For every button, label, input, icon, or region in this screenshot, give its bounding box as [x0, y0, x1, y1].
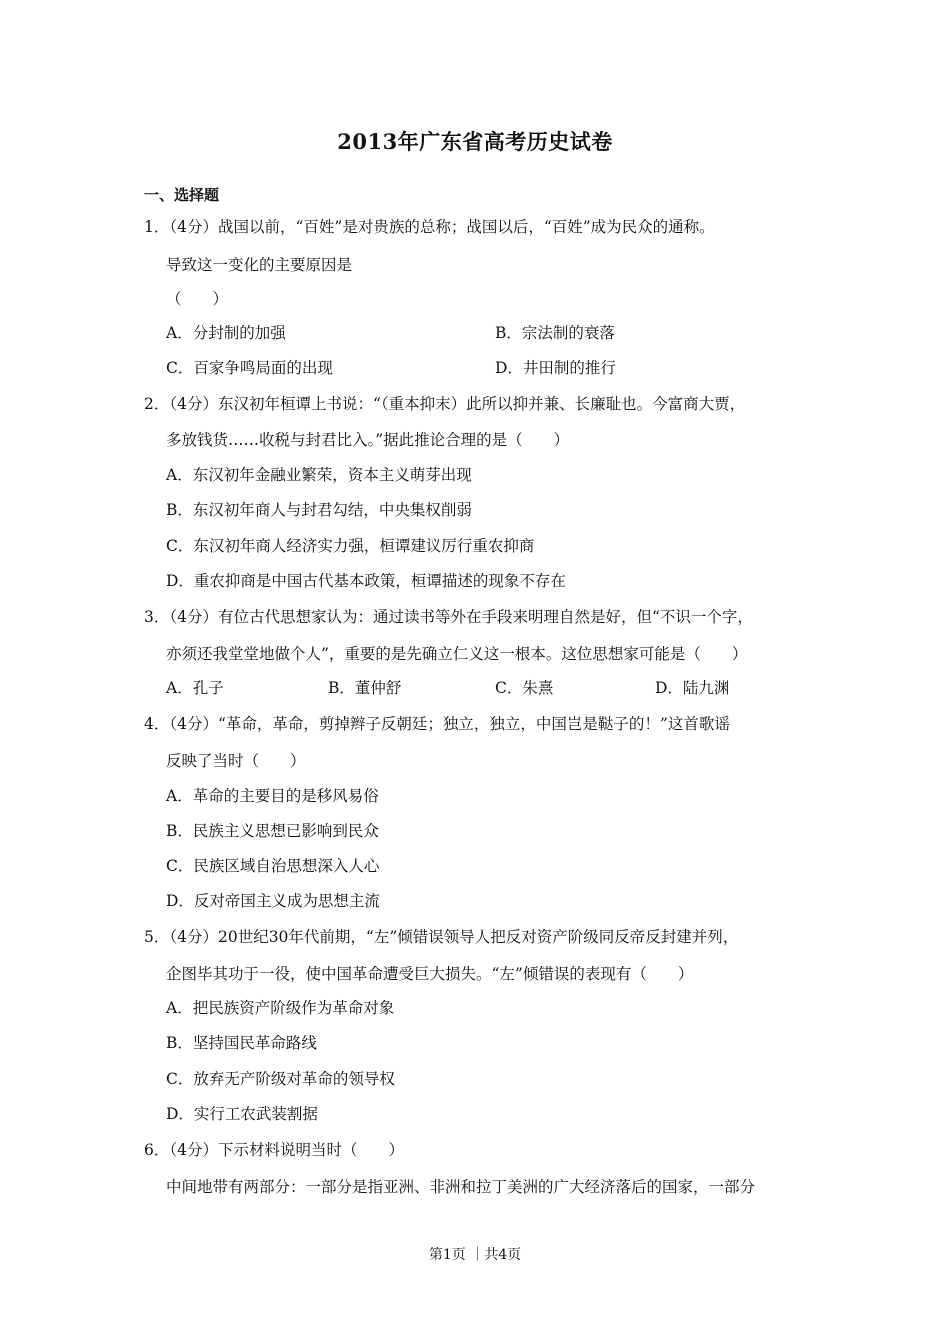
- question-1-option-d: D．井田制的推行: [495, 359, 616, 377]
- page-title: 2013年广东省高考历史试卷: [337, 129, 613, 154]
- question-4-option-b: B．民族主义思想已影响到民众: [166, 822, 379, 840]
- page-footer: 第1页 ｜共4页: [428, 1247, 522, 1263]
- question-1-option-c: C．百家争鸣局面的出现: [166, 359, 333, 377]
- question-6-stem: 6．（4分）下示材料说明当时（ ）: [144, 1141, 404, 1159]
- question-2-option-b: B．东汉初年商人与封君勾结，中央集权削弱: [166, 501, 472, 519]
- question-4-option-a: A．革命的主要目的是移风易俗: [166, 787, 379, 805]
- section-heading: 一、选择题: [144, 186, 220, 204]
- question-1-blank: （ ）: [166, 290, 229, 308]
- question-4-option-d: D．反对帝国主义成为思想主流: [166, 892, 380, 910]
- question-3-option-d: D．陆九渊: [655, 679, 730, 697]
- question-5-option-b: B．坚持国民革命路线: [166, 1034, 317, 1052]
- question-2-option-c: C．东汉初年商人经济实力强，桓谭建议厉行重农抑商: [166, 537, 535, 555]
- question-6-material: 中间地带有两部分：一部分是指亚洲、非洲和拉丁美洲的广大经济落后的国家，一部分: [166, 1178, 756, 1196]
- question-4-option-c: C．民族区域自治思想深入人心: [166, 857, 380, 875]
- question-1-stem: 1．（4分）战国以前，“百姓”是对贵族的总称；战国以后，“百姓”成为民众的通称。: [144, 218, 715, 236]
- question-2-stem-cont: 多放钱货……收税与封君比入。”据此推论合理的是（ ）: [166, 431, 570, 449]
- question-5-stem: 5．（4分）20世纪30年代前期，“左”倾错误领导人把反对资产阶级同反帝反封建并列，: [144, 928, 739, 946]
- question-5-option-a: A．把民族资产阶级作为革命对象: [166, 999, 395, 1017]
- question-5-stem-cont: 企图毕其功于一役，使中国革命遭受巨大损失。“左”倾错误的表现有（ ）: [166, 965, 694, 983]
- question-3-option-a: A．孔子: [166, 679, 224, 697]
- question-1-option-b: B．宗法制的衰落: [495, 324, 615, 342]
- question-4-stem-cont: 反映了当时（ ）: [166, 752, 306, 770]
- question-2-option-a: A．东汉初年金融业繁荣，资本主义萌芽出现: [166, 466, 472, 484]
- question-2-option-d: D．重农抑商是中国古代基本政策，桓谭描述的现象不存在: [166, 572, 566, 590]
- question-2-stem: 2．（4分）东汉初年桓谭上书说：“（重本抑末）此所以抑并兼、长廉耻也。今富商大贾，: [144, 395, 746, 413]
- question-3-stem: 3．（4分）有位古代思想家认为：通过读书等外在手段来明理自然是好，但“不识一个字，: [144, 608, 753, 626]
- question-3-option-c: C．朱熹: [495, 679, 554, 697]
- question-1-option-a: A．分封制的加强: [166, 324, 286, 342]
- question-5-option-c: C．放弃无产阶级对革命的领导权: [166, 1070, 395, 1088]
- question-5-option-d: D．实行工农武装割据: [166, 1105, 318, 1123]
- question-4-stem: 4．（4分）“革命，革命，剪掉辫子反朝廷；独立，独立，中国岂是鞑子的！”这首歌谣: [144, 715, 730, 733]
- question-3-stem-cont: 亦须还我堂堂地做个人”，重要的是先确立仁义这一根本。这位思想家可能是（ ）: [166, 645, 748, 663]
- question-1-stem-cont: 导致这一变化的主要原因是: [166, 256, 353, 274]
- question-3-option-b: B．董仲舒: [328, 679, 402, 697]
